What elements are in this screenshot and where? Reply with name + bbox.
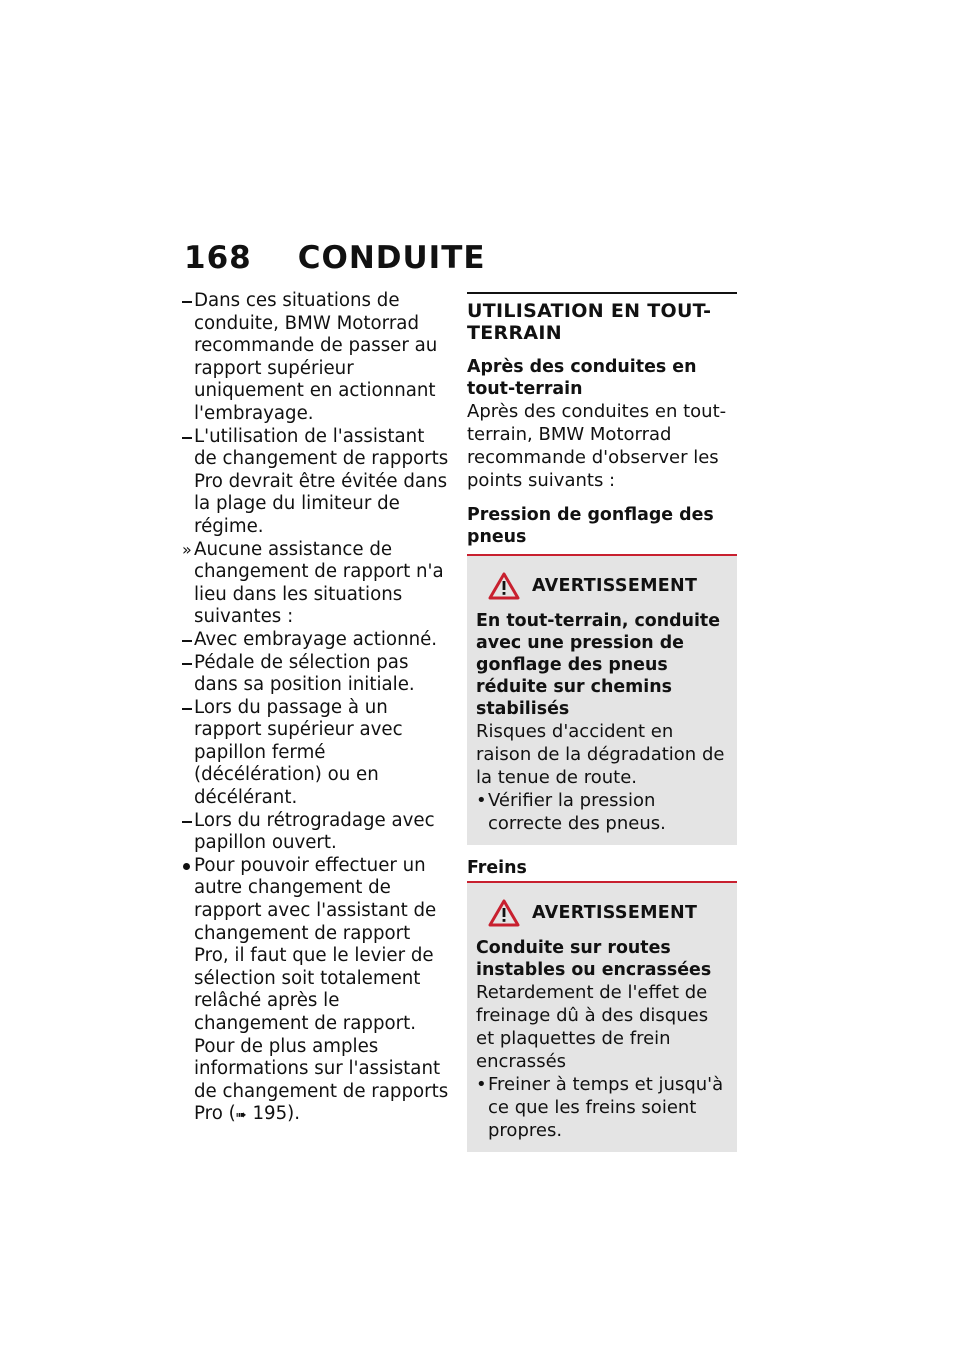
tire-pressure-heading: Pression de gonflage des pneus	[467, 505, 714, 547]
warning-text: Retardement de l'effet de freinage dû à des disques et plaquettes de frein encrassés	[476, 982, 709, 1072]
list-item: Avec embrayage actionné.	[194, 628, 438, 650]
warning-heading: En tout-terrain, conduite avec une pression de gonflage des pneus réduite sur chemins stabilisés	[476, 611, 721, 719]
cross-reference-page-link[interactable]: 195	[252, 1103, 288, 1125]
chapter-title: CONDUITE	[297, 240, 486, 276]
brakes-heading: Freins	[467, 858, 527, 878]
list-item: Dans ces situations de conduite, BMW Motorrad recommande de passer au rapport supérieur uniquement en actionnant l'embrayage.	[194, 290, 438, 424]
intro-heading: Après des conduites en tout-terrain	[467, 357, 697, 399]
warning-box	[467, 883, 737, 1152]
warning-heading: Conduite sur routes instables ou encrassées	[476, 938, 712, 980]
bullet-item: Pour pouvoir effectuer un autre changement de rapport avec l'assistant de changement de rapport Pro, il faut que le levier de sélection soit totalement relâché après le changement de rapport. Pour de plus amples informations sur l'assistant de changement de rapports Pro (➠ 195).	[194, 854, 449, 1125]
section-divider	[467, 292, 737, 294]
result-item: » Aucune assistance de changement de rapport n'a lieu dans les situations suivantes :	[182, 538, 444, 628]
warning-triangle-icon	[488, 572, 520, 600]
cross-reference-arrow-icon: ➠	[235, 1108, 247, 1124]
left-column	[182, 290, 450, 1128]
warning-text: Risques d'accident en raison de la dégradation de la tenue de route.	[476, 721, 725, 788]
right-column	[467, 292, 737, 1152]
warning-box	[467, 556, 737, 845]
list-item: L'utilisation de l'assistant de changement de rapports Pro devrait être évitée dans la plage du limiteur de régime.	[194, 425, 449, 537]
warning-action: • Vérifier la pression correcte des pneus.	[476, 789, 729, 835]
intro-text: Après des conduites en tout-terrain, BMW Motorrad recommande d'observer les points suivants :	[467, 401, 727, 491]
list-item: Lors du rétrogradage avec papillon ouvert.	[194, 809, 435, 854]
page-header	[184, 240, 486, 280]
section-title: UTILISATION EN TOUT-TERRAIN	[467, 300, 712, 344]
page-number: 168	[184, 240, 252, 276]
warning-triangle-icon	[488, 899, 520, 927]
warning-title: AVERTISSEMENT	[532, 576, 698, 596]
warning-title: AVERTISSEMENT	[532, 903, 698, 923]
result-arrow-icon: »	[182, 539, 192, 559]
list-item: Pédale de sélection pas dans sa position initiale.	[194, 651, 415, 696]
list-item: Lors du passage à un rapport supérieur avec papillon fermé (décélération) ou en décélérant.	[194, 696, 403, 809]
warning-action: • Freiner à temps et jusqu'à ce que les freins soient propres.	[476, 1073, 729, 1142]
